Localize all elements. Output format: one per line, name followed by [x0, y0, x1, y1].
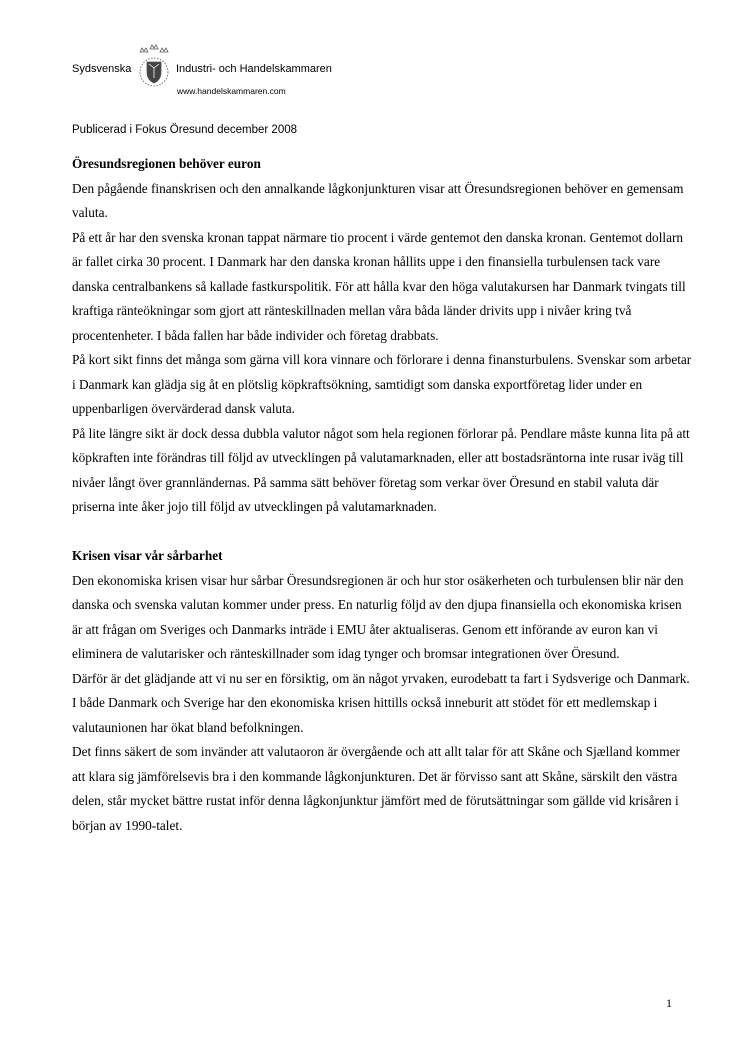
paragraph: Den pågående finanskrisen och den annalkande lågkonjunkturen visar att Öresundsregionen behöver en gemensam valuta.	[72, 180, 684, 220]
article-section	[72, 152, 692, 520]
coat-of-arms-icon	[134, 42, 174, 96]
page-number: 1	[666, 996, 672, 1010]
paragraph: På ett år har den svenska kronan tappat närmare tio procent i värde gentemot den danska kronan. Gentemot dollarn är fallet cirka 30 procent. I Danmark har den danska kronan hållits uppe i den finansiella turbulensen tack vare danska centralbankens så kallade fastkurspolitik. För att hålla kvar den höga valutakursen har Danmark tvingats till kraftiga ränteökningar som gjort att ränteskillnaden mellan våra båda länder drivits upp i nivåer kring två procentenheter. I båda fallen har både individer och företag drabbats.	[72, 229, 686, 343]
publication-note: Publicerad i Fokus Öresund december 2008	[72, 124, 298, 136]
paragraph: Det finns säkert de som invänder att valutaoron är övergående och att allt talar för att Skåne och Sjælland kommer att klara sig jämförelsevis bra i den kommande lågkonjunkturen. Det är förvisso sant att Skåne, särskilt den västra delen, står mycket bättre rustat inför denna lågkonjunktur jämfört med de förutsättningar som gällde vid krisåren i början av 1990-talet.	[72, 744, 680, 833]
paragraph: På kort sikt finns det många som gärna vill kora vinnare och förlorare i denna finansturbulens. Svenskar som arbetar i Danmark kan glädja sig åt en plötslig köpkraftsökning, samtidigt som danska exportföretag lider under en uppenbarligen övervärderad dansk valuta.	[72, 352, 692, 416]
letterhead	[72, 40, 392, 100]
paragraph: På lite längre sikt är dock dessa dubbla valutor något som hela regionen förlorar på. Pendlare måste kunna lita på att köpkraften inte förändras till följd av utvecklingen på valutamarknaden, eller att bostadsräntorna inte rusar iväg till nivåer långt över grannländernas. På samma sätt behöver företag som verkar över Öresund en stabil valuta där priserna inte åker jojo till följd av utvecklingen på valutamarknaden.	[72, 425, 690, 514]
org-name-right: Industri- och Handelskammaren	[176, 63, 332, 75]
paragraph: Den ekonomiska krisen visar hur sårbar Öresundsregionen är och hur stor osäkerheten och turbulensen blir när den danska och svenska valutan kommer under press. En naturlig följd av den djupa finansiella och ekonomiska krisen är att frågan om Sveriges och Danmarks inträde i EMU åter aktualiseras. Genom ett införande av euron kan vi eliminera de valutarisker och ränteskillnader som idag tynger och bromsar integrationen över Öresund.	[72, 572, 684, 661]
article-body	[72, 152, 692, 838]
section-heading: Krisen visar vår sårbarhet	[72, 548, 223, 563]
website-url: www.handelskammaren.com	[177, 86, 286, 96]
section-heading: Öresundsregionen behöver euron	[72, 156, 261, 171]
paragraph: Därför är det glädjande att vi nu ser en försiktig, om än något yrvaken, eurodebatt ta fart i Sydsverige och Danmark. I både Danmark och Sverige har den ekonomiska krisen hittills också inneburit att stödet för ett medlemskap i valutaunionen har ökat bland befolkningen.	[72, 670, 690, 735]
org-name-left: Sydsvenska	[72, 63, 132, 75]
article-section	[72, 544, 692, 838]
